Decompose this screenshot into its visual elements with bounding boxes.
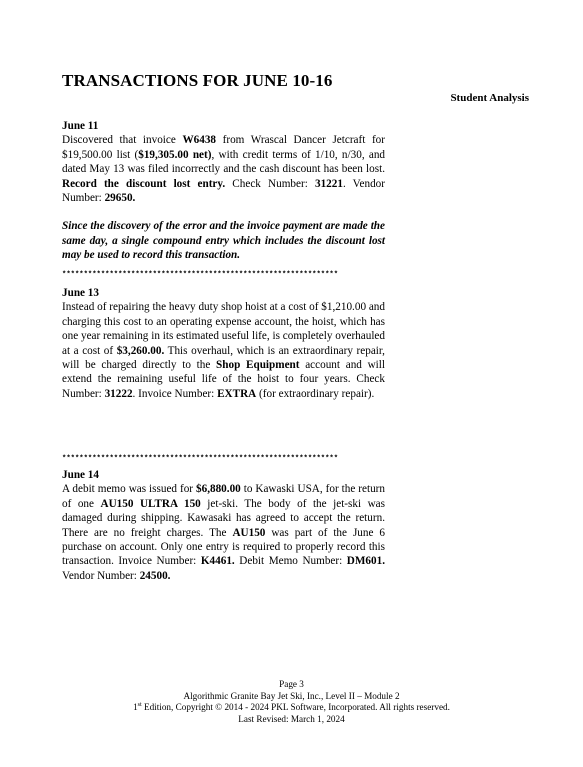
june-11-note: Since the discovery of the error and the invoice payment are made the same day, a single compound entry which includes the discount lost may be used to record this transaction. [62, 220, 385, 262]
page-number: Page 3 [279, 679, 304, 689]
june-11-text: Discovered that invoice W6438 from Wrascal Dancer Jetcraft for $19,500.00 list ($19,305.00 net), with credit terms of 1/10, n/30, and dated May 13 was filed incorrectly and the cash discount has been lost. Record the discount lost entry. Check Number: 31221. Vendor Number: 29650. [62, 134, 386, 205]
page-footer [0, 679, 583, 725]
june-13-text: Instead of repairing the heavy duty shop hoist at a cost of $1,210.00 and charging this cost to an operating expense account, the hoist, which has one year remaining in its estimated useful life, is completely overhauled at a cost of $3,260.00. This overhaul, which is an extraordinary repair, will be charged directly to the Shop Equipment account and will extend the remaining useful life of the hoist to four years. Check Number: 31222. Invoice Number: EXTRA (for extraordinary repair). [62, 301, 386, 400]
june-13-date: June 13 [62, 287, 99, 299]
footer-course-title: Algorithmic Granite Bay Jet Ski, Inc., Level II – Module 2 [183, 690, 400, 701]
june-11-section [62, 119, 385, 263]
page-title: TRANSACTIONS FOR JUNE 10-16 [62, 71, 333, 90]
footer-copyright: 1st Edition, Copyright © 2014 - 2024 PKL Software, Incorporated. All rights reserved. [133, 702, 450, 713]
june-14-date: June 14 [62, 469, 99, 481]
separator: **************************************************************** [62, 455, 339, 463]
june-13-section [62, 286, 385, 401]
footer-last-revised: Last Revised: March 1, 2024 [238, 713, 345, 724]
june-14-section [62, 468, 385, 583]
june-14-text: A debit memo was issued for $6,880.00 to Kawaski USA, for the return of one AU150 ULTRA 150 jet-ski. The body of the jet-ski was damaged during shipping. Kawasaki has agreed to accept the return. There are no freight charges. The AU150 was part of the June 6 purchase on account. Only one entry is required to properly record this transaction. Invoice Number: K4461. Debit Memo Number: DM601. Vendor Number: 24500. [62, 483, 385, 582]
separator: **************************************************************** [62, 271, 339, 279]
june-11-date: June 11 [62, 120, 99, 132]
student-analysis-label: Student Analysis [450, 92, 529, 104]
